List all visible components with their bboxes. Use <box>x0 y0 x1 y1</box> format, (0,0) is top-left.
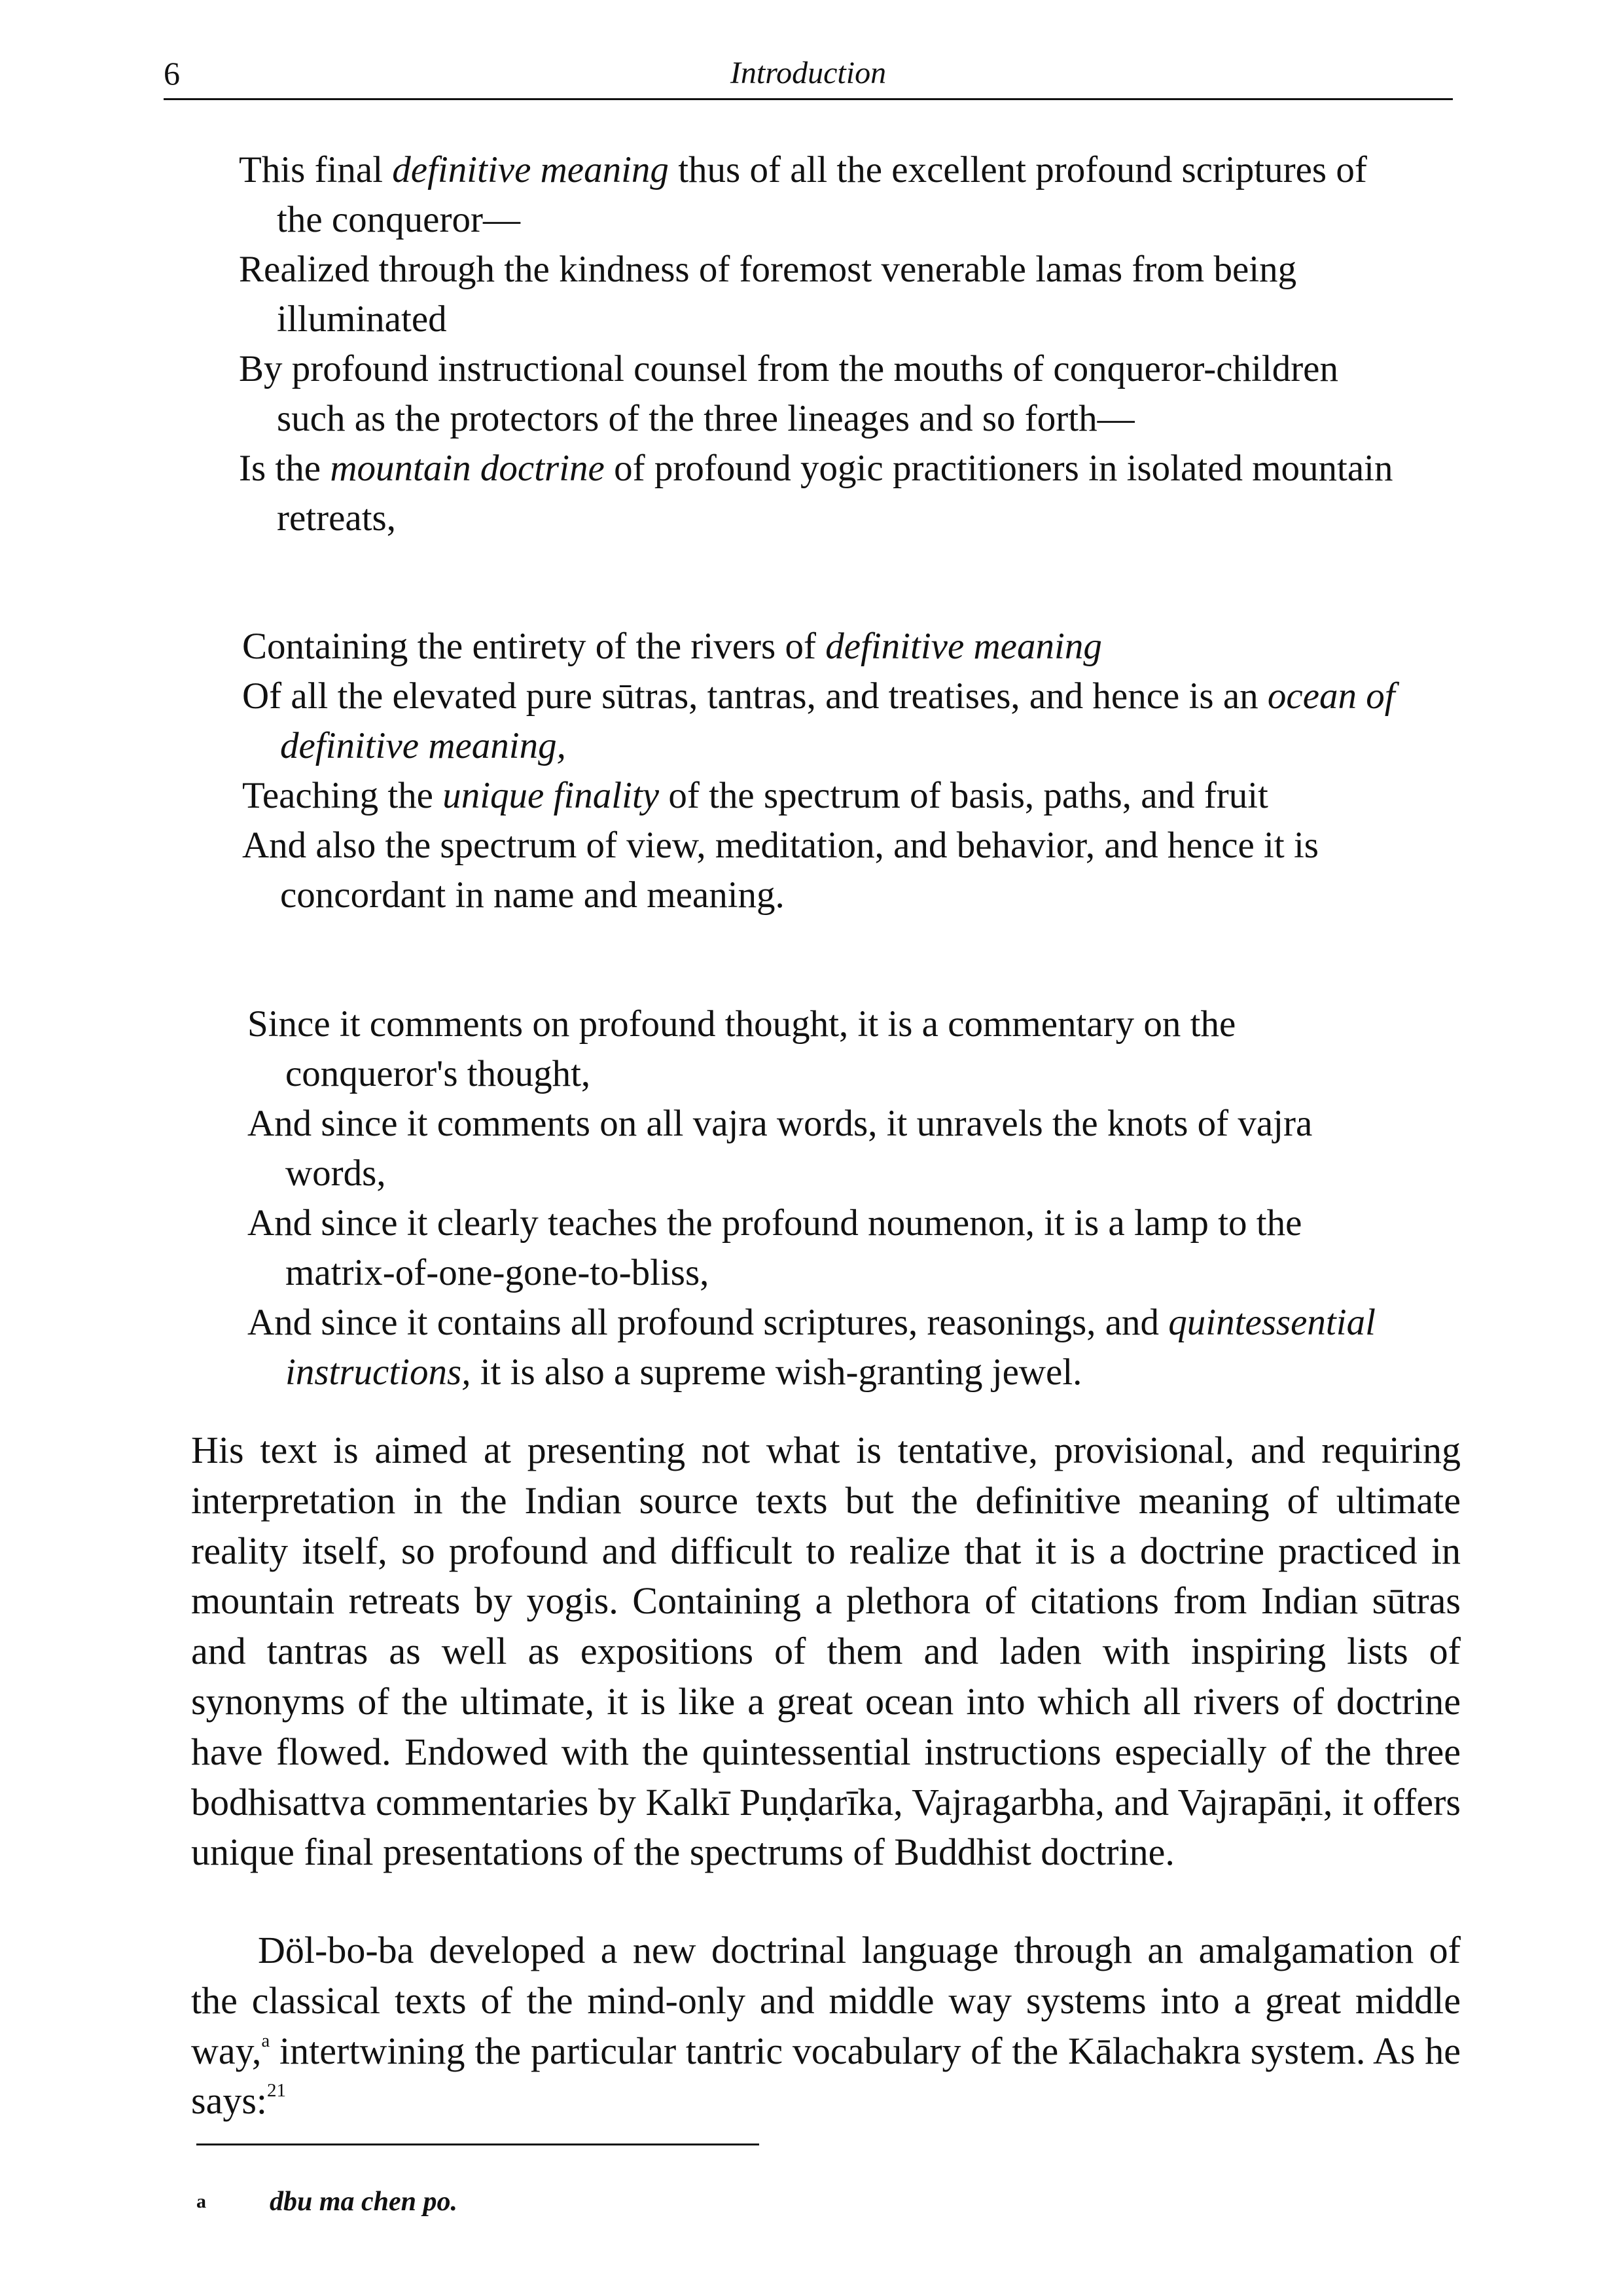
verse-line: This final definitive meaning thus of all the excellent profound scriptures of the conqueror— <box>239 149 1367 240</box>
verse-line: Containing the entirety of the rivers of definitive meaning <box>242 626 1102 667</box>
verse-line: And since it comments on all vajra words, it unravels the knots of vajra words, <box>247 1103 1313 1194</box>
page-number: 6 <box>164 55 180 92</box>
endnote-reference: 21 <box>267 2080 286 2102</box>
footnote <box>196 2183 457 2220</box>
verse-line: And since it clearly teaches the profound noumenon, it is a lamp to the matrix-of-one-gone-to-bliss, <box>247 1202 1302 1293</box>
verse-line: Since it comments on profound thought, it is a commentary on the conqueror's thought, <box>247 1003 1236 1094</box>
running-header <box>164 51 1453 100</box>
verse-line: By profound instructional counsel from the mouths of conqueror-children such as the protectors of the three lineages and so forth— <box>239 348 1338 439</box>
emphasis-term: definitive meaning <box>392 149 669 190</box>
verse-stanza-1 <box>239 145 1414 543</box>
verse-stanza-3 <box>247 999 1399 1397</box>
body-paragraph: Döl-bo-ba developed a new doctrinal language through an amalgamation of the classical texts of the mind-only and middle way systems into a great middle way,$^a$ intertwining the particular tantric vocabulary of the Kālachakra system. As he says:$^{21}$ <box>191 1929 1461 2123</box>
emphasis-term: mountain doctrine <box>330 448 605 489</box>
body-paragraph: His text is aimed at presenting not what is tentative, provisional, and requiring interpretation in the Indian source texts but the definitive meaning of ultimate reality itself, so profound and difficult to realize that it is a doctrine practiced in mountain retreats by yogis. Containing a plethora of citations from Indian sūtras and tantras as well as expositions of them and laden with inspiring lists of synonyms of the ultimate, it is like a great ocean into which all rivers of doctrine have flowed. Endowed with the quintessential instructions especially of the three bodhisattva commentaries by Kalkī Puṇḍarīka, Vajragarbha, and Vajrapāṇi, it offers unique final presentations of the spectrums of Buddhist doctrine. <box>191 1429 1461 1874</box>
verse-line: Teaching the unique finality of the spectrum of basis, paths, and fruit <box>242 775 1268 816</box>
footnote-divider <box>196 2144 759 2145</box>
emphasis-term: ocean of definitive meaning, <box>280 675 1395 766</box>
running-head-title: Introduction <box>730 56 887 90</box>
emphasis-term: quintessential instructions, <box>285 1302 1376 1393</box>
verse-line: Of all the elevated pure sūtras, tantras, and treatises, and hence is an ocean of definitive meaning, <box>242 675 1395 766</box>
verse-line: And also the spectrum of view, meditation, and behavior, and hence it is concordant in name and meaning. <box>242 825 1319 916</box>
verse-line: And since it contains all profound scriptures, reasonings, and quintessential instructions, it is also a supreme wish-granting jewel. <box>247 1302 1376 1393</box>
footnote-marker: a <box>196 2191 206 2212</box>
footnote-reference: a <box>261 2030 270 2051</box>
verse-line: Realized through the kindness of foremost venerable lamas from being illuminated <box>239 249 1297 340</box>
verse-stanza-2 <box>242 622 1400 920</box>
verse-line: Is the mountain doctrine of profound yogic practitioners in isolated mountain retreats, <box>239 448 1393 539</box>
emphasis-term: definitive meaning <box>825 626 1102 667</box>
footnote-text: dbu ma chen po. <box>270 2187 458 2217</box>
emphasis-term: unique finality <box>442 775 660 816</box>
